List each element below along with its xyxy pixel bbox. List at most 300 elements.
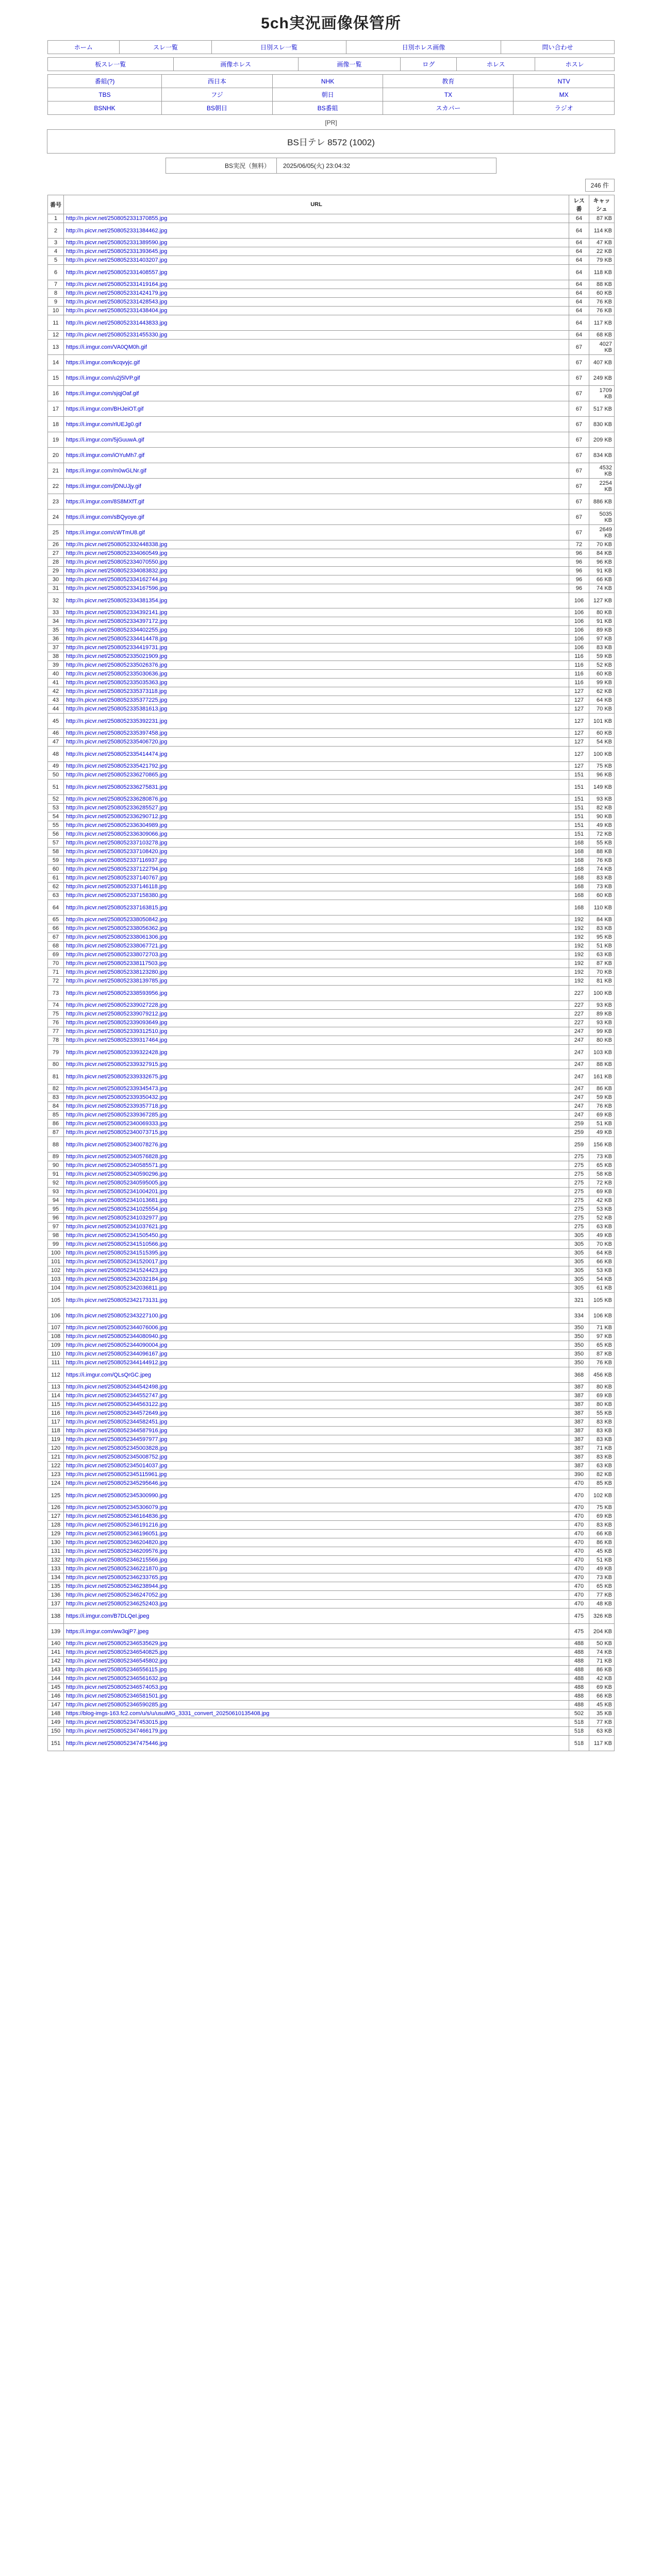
- nav-mid-item[interactable]: [48, 58, 174, 71]
- row-url-cell[interactable]: [64, 1727, 569, 1736]
- image-link[interactable]: http://n.picvr.net/2508052337108420.jpg: [66, 849, 168, 855]
- row-url-cell[interactable]: [64, 370, 569, 386]
- row-url-cell[interactable]: [64, 643, 569, 652]
- row-url-cell[interactable]: [64, 779, 569, 795]
- row-url-cell[interactable]: [64, 812, 569, 821]
- row-url-cell[interactable]: [64, 1736, 569, 1751]
- row-url-cell[interactable]: [64, 401, 569, 417]
- row-url-cell[interactable]: [64, 1161, 569, 1170]
- row-url-cell[interactable]: [64, 540, 569, 549]
- row-url-cell[interactable]: [64, 1111, 569, 1120]
- image-link[interactable]: http://n.picvr.net/2508052334419731.jpg: [66, 645, 168, 651]
- row-url-cell[interactable]: [64, 1565, 569, 1573]
- image-link[interactable]: http://n.picvr.net/2508052336270865.jpg: [66, 772, 168, 778]
- image-link[interactable]: https://i.imgur.com/ww3qjP7.jpeg: [66, 1628, 149, 1635]
- row-url-cell[interactable]: [64, 525, 569, 540]
- image-link[interactable]: https://i.imgur.com/QLsQrGC.jpeg: [66, 1371, 152, 1378]
- row-url-cell[interactable]: [64, 617, 569, 626]
- nav-contact-label[interactable]: 問い合わせ: [542, 44, 573, 51]
- row-url-cell[interactable]: [64, 821, 569, 830]
- image-link[interactable]: http://n.picvr.net/2508052334381354.jpg: [66, 597, 168, 604]
- channel-item[interactable]: [272, 75, 383, 88]
- image-link[interactable]: http://n.picvr.net/2508052345115961.jpg: [66, 1471, 167, 1478]
- channel-label[interactable]: BS朝日: [206, 105, 227, 112]
- row-url-cell[interactable]: [64, 661, 569, 670]
- row-url-cell[interactable]: [64, 977, 569, 986]
- image-link[interactable]: http://n.picvr.net/2508052337158380.jpg: [66, 892, 168, 899]
- row-url-cell[interactable]: [64, 549, 569, 558]
- row-url-cell[interactable]: [64, 1383, 569, 1392]
- image-link[interactable]: https://i.imgur.com/u2j5lVP.gif: [66, 375, 140, 381]
- image-link[interactable]: http://n.picvr.net/2508052339327915.jpg: [66, 1061, 168, 1067]
- row-url-cell[interactable]: [64, 1231, 569, 1240]
- image-link[interactable]: http://n.picvr.net/2508052339332675.jpg: [66, 1073, 168, 1080]
- row-url-cell[interactable]: [64, 968, 569, 977]
- image-link[interactable]: http://n.picvr.net/2508052334167596.jpg: [66, 585, 168, 591]
- row-url-cell[interactable]: [64, 652, 569, 661]
- image-link[interactable]: http://n.picvr.net/2508052340078276.jpg: [66, 1141, 168, 1148]
- row-url-cell[interactable]: [64, 729, 569, 738]
- image-link[interactable]: http://n.picvr.net/2508052346215566.jpg: [66, 1557, 168, 1563]
- row-url-cell[interactable]: [64, 315, 569, 331]
- channel-label[interactable]: BS番組: [317, 105, 338, 112]
- image-link[interactable]: https://i.imgur.com/5jGuuwA.gif: [66, 436, 144, 443]
- row-url-cell[interactable]: [64, 1128, 569, 1137]
- row-url-cell[interactable]: [64, 307, 569, 315]
- row-url-cell[interactable]: [64, 679, 569, 687]
- image-link[interactable]: http://n.picvr.net/2508052341013681.jpg: [66, 1197, 168, 1204]
- row-url-cell[interactable]: [64, 1359, 569, 1367]
- channel-item[interactable]: [48, 75, 162, 88]
- image-link[interactable]: http://n.picvr.net/2508052341025554.jpg: [66, 1206, 168, 1212]
- image-link[interactable]: http://n.picvr.net/2508052336280876.jpg: [66, 796, 168, 802]
- nav-thread-list[interactable]: [119, 41, 211, 54]
- row-url-cell[interactable]: [64, 1666, 569, 1674]
- image-link[interactable]: https://blog-imgs-163.fc2.com/u/s/u/usuiMG_3331_convert_20250610135408.jpg: [66, 1710, 270, 1717]
- image-link[interactable]: https://i.imgur.com/cWTmU8.gif: [66, 529, 145, 536]
- image-link[interactable]: http://n.picvr.net/2508052334392141.jpg: [66, 609, 168, 616]
- row-url-cell[interactable]: [64, 1547, 569, 1556]
- image-link[interactable]: http://n.picvr.net/2508052335397458.jpg: [66, 730, 168, 736]
- row-url-cell[interactable]: [64, 432, 569, 448]
- row-url-cell[interactable]: [64, 747, 569, 762]
- image-link[interactable]: https://i.imgur.com/sBQyoye.gif: [66, 514, 144, 520]
- image-link[interactable]: http://n.picvr.net/2508052337140767.jpg: [66, 875, 168, 881]
- channel-item[interactable]: [162, 101, 273, 115]
- channel-label[interactable]: MX: [559, 91, 569, 98]
- channel-item[interactable]: [272, 88, 383, 101]
- row-url-cell[interactable]: [64, 856, 569, 865]
- row-url-cell[interactable]: [64, 567, 569, 575]
- image-link[interactable]: http://n.picvr.net/2508052344076006.jpg: [66, 1325, 168, 1331]
- row-url-cell[interactable]: [64, 386, 569, 401]
- channel-label[interactable]: 番組(?): [94, 78, 115, 85]
- image-link[interactable]: http://n.picvr.net/2508052344587916.jpg: [66, 1428, 168, 1434]
- image-link[interactable]: http://n.picvr.net/2508052331438404.jpg: [66, 308, 168, 314]
- image-link[interactable]: http://n.picvr.net/2508052341037621.jpg: [66, 1224, 168, 1230]
- row-url-cell[interactable]: [64, 830, 569, 839]
- row-url-cell[interactable]: [64, 223, 569, 239]
- nav-mid-label[interactable]: ログ: [422, 61, 435, 68]
- row-url-cell[interactable]: [64, 1648, 569, 1657]
- image-link[interactable]: http://n.picvr.net/2508052345008752.jpg: [66, 1454, 168, 1460]
- row-url-cell[interactable]: [64, 1102, 569, 1111]
- row-url-cell[interactable]: [64, 1258, 569, 1266]
- row-url-cell[interactable]: [64, 1188, 569, 1196]
- row-url-cell[interactable]: [64, 448, 569, 463]
- row-url-cell[interactable]: [64, 959, 569, 968]
- channel-label[interactable]: NHK: [321, 77, 335, 85]
- image-link[interactable]: http://n.picvr.net/2508052344090004.jpg: [66, 1342, 168, 1348]
- nav-thread-list-label[interactable]: スレ一覧: [153, 44, 178, 51]
- row-url-cell[interactable]: [64, 891, 569, 900]
- image-link[interactable]: http://n.picvr.net/2508052337116937.jpg: [66, 857, 167, 863]
- channel-item[interactable]: [514, 101, 615, 115]
- image-link[interactable]: http://n.picvr.net/2508052344096167.jpg: [66, 1351, 168, 1357]
- image-link[interactable]: http://n.picvr.net/2508052331419164.jpg: [66, 281, 168, 287]
- image-link[interactable]: http://n.picvr.net/2508052337122794.jpg: [66, 866, 168, 872]
- row-url-cell[interactable]: [64, 696, 569, 705]
- image-link[interactable]: http://n.picvr.net/2508052346574053.jpg: [66, 1684, 168, 1690]
- channel-label[interactable]: TX: [444, 91, 453, 98]
- image-link[interactable]: http://n.picvr.net/2508052346196051.jpg: [66, 1531, 168, 1537]
- row-url-cell[interactable]: [64, 1582, 569, 1591]
- image-link[interactable]: http://n.picvr.net/2508052340595005.jpg: [66, 1180, 168, 1186]
- row-url-cell[interactable]: [64, 1453, 569, 1462]
- channel-label[interactable]: BSNHK: [94, 104, 115, 112]
- row-url-cell[interactable]: [64, 1249, 569, 1258]
- image-link[interactable]: http://n.picvr.net/2508052338072703.jpg: [66, 952, 168, 958]
- image-link[interactable]: http://n.picvr.net/2508052335381613.jpg: [66, 706, 168, 712]
- image-link[interactable]: http://n.picvr.net/2508052337103278.jpg: [66, 840, 168, 846]
- channel-item[interactable]: [514, 75, 615, 88]
- row-url-cell[interactable]: [64, 355, 569, 370]
- row-url-cell[interactable]: [64, 1573, 569, 1582]
- image-link[interactable]: http://n.picvr.net/2508052346545802.jpg: [66, 1658, 168, 1664]
- row-url-cell[interactable]: [64, 494, 569, 510]
- row-url-cell[interactable]: [64, 705, 569, 714]
- row-url-cell[interactable]: [64, 762, 569, 771]
- image-link[interactable]: http://n.picvr.net/2508052331384462.jpg: [66, 227, 168, 234]
- row-url-cell[interactable]: [64, 714, 569, 729]
- channel-item[interactable]: [383, 88, 514, 101]
- row-url-cell[interactable]: [64, 687, 569, 696]
- image-link[interactable]: http://n.picvr.net/2508052335021909.jpg: [66, 653, 168, 659]
- image-link[interactable]: http://n.picvr.net/2508052336304989.jpg: [66, 822, 168, 828]
- row-url-cell[interactable]: [64, 1196, 569, 1205]
- image-link[interactable]: http://n.picvr.net/2508052344597977.jpg: [66, 1436, 168, 1443]
- image-link[interactable]: https://i.imgur.com/m0wGLNr.gif: [66, 467, 146, 474]
- image-link[interactable]: http://n.picvr.net/2508052340585571.jpg: [66, 1162, 168, 1168]
- row-url-cell[interactable]: [64, 417, 569, 432]
- row-url-cell[interactable]: [64, 1284, 569, 1293]
- image-link[interactable]: http://n.picvr.net/2508052335406720.jpg: [66, 739, 168, 745]
- image-link[interactable]: http://n.picvr.net/2508052339367285.jpg: [66, 1112, 168, 1118]
- nav-home[interactable]: [48, 41, 120, 54]
- image-link[interactable]: http://n.picvr.net/2508052344542498.jpg: [66, 1384, 168, 1390]
- row-url-cell[interactable]: [64, 1600, 569, 1608]
- row-url-cell[interactable]: [64, 883, 569, 891]
- nav-mid-item[interactable]: [457, 58, 535, 71]
- image-link[interactable]: http://n.picvr.net/2508052346233765.jpg: [66, 1574, 168, 1581]
- image-link[interactable]: http://n.picvr.net/2508052340576828.jpg: [66, 1154, 168, 1160]
- image-link[interactable]: http://n.picvr.net/2508052338050842.jpg: [66, 917, 168, 923]
- row-url-cell[interactable]: [64, 1223, 569, 1231]
- channel-item[interactable]: [383, 101, 514, 115]
- image-link[interactable]: http://n.picvr.net/2508052335414474.jpg: [66, 751, 168, 757]
- row-url-cell[interactable]: [64, 1170, 569, 1179]
- image-link[interactable]: http://n.picvr.net/2508052334414478.jpg: [66, 636, 168, 642]
- image-link[interactable]: http://n.picvr.net/2508052331428543.jpg: [66, 299, 168, 305]
- row-url-cell[interactable]: [64, 1718, 569, 1727]
- row-url-cell[interactable]: [64, 1538, 569, 1547]
- row-url-cell[interactable]: [64, 1010, 569, 1019]
- nav-daily-threads-label[interactable]: 日別スレ一覧: [260, 44, 298, 51]
- image-link[interactable]: http://n.picvr.net/2508052345003828.jpg: [66, 1445, 168, 1451]
- channel-item[interactable]: [514, 88, 615, 101]
- row-url-cell[interactable]: [64, 593, 569, 608]
- image-link[interactable]: http://n.picvr.net/2508052338123280.jpg: [66, 969, 168, 975]
- row-url-cell[interactable]: [64, 1045, 569, 1060]
- channel-label[interactable]: ラジオ: [554, 105, 573, 112]
- image-link[interactable]: http://n.picvr.net/2508052346204820.jpg: [66, 1539, 168, 1546]
- row-url-cell[interactable]: [64, 1367, 569, 1383]
- row-url-cell[interactable]: [64, 795, 569, 804]
- row-url-cell[interactable]: [64, 280, 569, 289]
- image-link[interactable]: http://n.picvr.net/2508052346209576.jpg: [66, 1548, 168, 1554]
- row-url-cell[interactable]: [64, 265, 569, 280]
- nav-daily-images[interactable]: [346, 41, 501, 54]
- row-url-cell[interactable]: [64, 874, 569, 883]
- row-url-cell[interactable]: [64, 1308, 569, 1324]
- row-url-cell[interactable]: [64, 1674, 569, 1683]
- image-link[interactable]: http://n.picvr.net/2508052331370855.jpg: [66, 215, 168, 222]
- image-link[interactable]: http://n.picvr.net/2508052338593956.jpg: [66, 990, 168, 996]
- image-link[interactable]: http://n.picvr.net/2508052339322428.jpg: [66, 1049, 168, 1056]
- image-link[interactable]: http://n.picvr.net/2508052346540825.jpg: [66, 1649, 168, 1655]
- image-link[interactable]: http://n.picvr.net/2508052339093649.jpg: [66, 1020, 168, 1026]
- image-link[interactable]: https://i.imgur.com/B7DLQeI.jpeg: [66, 1613, 150, 1619]
- image-link[interactable]: http://n.picvr.net/2508052340069333.jpg: [66, 1121, 168, 1127]
- row-url-cell[interactable]: [64, 289, 569, 298]
- row-url-cell[interactable]: [64, 1019, 569, 1027]
- image-link[interactable]: http://n.picvr.net/2508052344080940.jpg: [66, 1333, 168, 1340]
- image-link[interactable]: https://i.imgur.com/iOYuMh7.gif: [66, 452, 145, 459]
- row-url-cell[interactable]: [64, 626, 569, 635]
- image-link[interactable]: http://n.picvr.net/2508052334070550.jpg: [66, 559, 168, 565]
- row-url-cell[interactable]: [64, 1001, 569, 1010]
- row-url-cell[interactable]: [64, 1266, 569, 1275]
- image-link[interactable]: http://n.picvr.net/2508052344572649.jpg: [66, 1410, 168, 1416]
- row-url-cell[interactable]: [64, 848, 569, 856]
- row-url-cell[interactable]: [64, 1120, 569, 1128]
- row-url-cell[interactable]: [64, 933, 569, 942]
- row-url-cell[interactable]: [64, 1060, 569, 1069]
- image-link[interactable]: http://n.picvr.net/2508052334402255.jpg: [66, 627, 168, 633]
- row-url-cell[interactable]: [64, 1275, 569, 1284]
- row-url-cell[interactable]: [64, 1179, 569, 1188]
- row-url-cell[interactable]: [64, 1036, 569, 1045]
- image-link[interactable]: http://n.picvr.net/2508052334162744.jpg: [66, 577, 168, 583]
- image-link[interactable]: http://n.picvr.net/2508052339079212.jpg: [66, 1011, 168, 1017]
- image-link[interactable]: http://n.picvr.net/2508052335035363.jpg: [66, 680, 168, 686]
- nav-mid-item[interactable]: [173, 58, 298, 71]
- image-link[interactable]: http://n.picvr.net/2508052331389590.jpg: [66, 240, 168, 246]
- image-link[interactable]: http://n.picvr.net/2508052336275831.jpg: [66, 784, 168, 790]
- image-link[interactable]: http://n.picvr.net/2508052341004201.jpg: [66, 1189, 168, 1195]
- row-url-cell[interactable]: [64, 1701, 569, 1709]
- image-link[interactable]: http://n.picvr.net/2508052341505450.jpg: [66, 1232, 168, 1239]
- nav-mid-item[interactable]: [298, 58, 401, 71]
- image-link[interactable]: http://n.picvr.net/2508052331424179.jpg: [66, 290, 168, 296]
- image-link[interactable]: https://i.imgur.com/sjqjOaf.gif: [66, 390, 139, 397]
- image-link[interactable]: http://n.picvr.net/2508052339317464.jpg: [66, 1037, 168, 1043]
- row-url-cell[interactable]: [64, 1462, 569, 1470]
- channel-label[interactable]: 教育: [442, 78, 455, 85]
- row-url-cell[interactable]: [64, 1683, 569, 1692]
- channel-label[interactable]: フジ: [211, 91, 223, 98]
- image-link[interactable]: http://n.picvr.net/2508052346221870.jpg: [66, 1566, 168, 1572]
- nav-contact[interactable]: [501, 41, 614, 54]
- row-url-cell[interactable]: [64, 1400, 569, 1409]
- row-url-cell[interactable]: [64, 298, 569, 307]
- row-url-cell[interactable]: [64, 558, 569, 567]
- row-url-cell[interactable]: [64, 256, 569, 265]
- row-url-cell[interactable]: [64, 1332, 569, 1341]
- row-url-cell[interactable]: [64, 1479, 569, 1488]
- row-url-cell[interactable]: [64, 1214, 569, 1223]
- row-url-cell[interactable]: [64, 1240, 569, 1249]
- image-link[interactable]: http://n.picvr.net/2508052339312510.jpg: [66, 1028, 168, 1035]
- nav-daily-images-label[interactable]: 日別ホレス画像: [402, 44, 445, 51]
- image-link[interactable]: https://i.imgur.com/jDNUJjy.gif: [66, 483, 141, 489]
- row-url-cell[interactable]: [64, 839, 569, 848]
- image-link[interactable]: http://n.picvr.net/2508052338139785.jpg: [66, 978, 168, 984]
- image-link[interactable]: http://n.picvr.net/2508052336290712.jpg: [66, 814, 168, 820]
- row-url-cell[interactable]: [64, 1418, 569, 1427]
- row-url-cell[interactable]: [64, 247, 569, 256]
- channel-label[interactable]: TBS: [98, 91, 111, 98]
- row-url-cell[interactable]: [64, 804, 569, 812]
- nav-mid-label[interactable]: 画像ホレス: [220, 61, 251, 68]
- image-link[interactable]: http://n.picvr.net/2508052342032184.jpg: [66, 1276, 168, 1282]
- image-link[interactable]: http://n.picvr.net/2508052332448338.jpg: [66, 541, 168, 548]
- row-url-cell[interactable]: [64, 900, 569, 916]
- nav-home-label[interactable]: ホーム: [74, 44, 93, 51]
- image-link[interactable]: http://n.picvr.net/2508052347475446.jpg: [66, 1740, 168, 1747]
- image-link[interactable]: http://n.picvr.net/2508052335377225.jpg: [66, 697, 168, 703]
- image-link[interactable]: http://n.picvr.net/2508052345014037.jpg: [66, 1463, 168, 1469]
- channel-item[interactable]: [48, 101, 162, 115]
- row-url-cell[interactable]: [64, 771, 569, 779]
- row-url-cell[interactable]: [64, 510, 569, 525]
- image-link[interactable]: http://n.picvr.net/2508052341524423.jpg: [66, 1267, 168, 1274]
- image-link[interactable]: http://n.picvr.net/2508052346164836.jpg: [66, 1513, 168, 1519]
- row-url-cell[interactable]: [64, 1084, 569, 1093]
- row-url-cell[interactable]: [64, 635, 569, 643]
- image-link[interactable]: http://n.picvr.net/2508052344563122.jpg: [66, 1401, 168, 1408]
- image-link[interactable]: http://n.picvr.net/2508052336309066.jpg: [66, 831, 168, 837]
- image-link[interactable]: http://n.picvr.net/2508052342036811.jpg: [66, 1285, 167, 1291]
- row-url-cell[interactable]: [64, 1591, 569, 1600]
- image-link[interactable]: http://n.picvr.net/2508052346581501.jpg: [66, 1693, 168, 1699]
- row-url-cell[interactable]: [64, 1427, 569, 1435]
- image-link[interactable]: http://n.picvr.net/2508052346561632.jpg: [66, 1675, 168, 1682]
- row-url-cell[interactable]: [64, 1470, 569, 1479]
- image-link[interactable]: https://i.imgur.com/8S8MXfT.gif: [66, 498, 144, 505]
- image-link[interactable]: http://n.picvr.net/2508052345295646.jpg: [66, 1480, 168, 1486]
- image-link[interactable]: http://n.picvr.net/2508052341520017.jpg: [66, 1259, 168, 1265]
- nav-mid-item[interactable]: [401, 58, 457, 71]
- row-url-cell[interactable]: [64, 1530, 569, 1538]
- image-link[interactable]: http://n.picvr.net/2508052340073715.jpg: [66, 1129, 168, 1136]
- image-link[interactable]: http://n.picvr.net/2508052344144912.jpg: [66, 1360, 168, 1366]
- image-link[interactable]: http://n.picvr.net/2508052346191216.jpg: [66, 1522, 168, 1528]
- image-link[interactable]: http://n.picvr.net/2508052347466179.jpg: [66, 1728, 168, 1734]
- image-link[interactable]: http://n.picvr.net/2508052338056362.jpg: [66, 925, 168, 931]
- row-url-cell[interactable]: [64, 584, 569, 593]
- row-url-cell[interactable]: [64, 1350, 569, 1359]
- row-url-cell[interactable]: [64, 924, 569, 933]
- image-link[interactable]: http://n.picvr.net/2508052335392231.jpg: [66, 718, 168, 724]
- image-link[interactable]: http://n.picvr.net/2508052341515395.jpg: [66, 1250, 168, 1256]
- row-url-cell[interactable]: [64, 1709, 569, 1718]
- row-url-cell[interactable]: [64, 1137, 569, 1153]
- image-link[interactable]: https://i.imgur.com/kcqvyjc.gif: [66, 359, 140, 366]
- channel-label[interactable]: 朝日: [321, 91, 334, 98]
- image-link[interactable]: http://n.picvr.net/2508052335030636.jpg: [66, 671, 168, 677]
- row-url-cell[interactable]: [64, 1069, 569, 1084]
- image-link[interactable]: https://i.imgur.com/rlUEJg0.gif: [66, 421, 142, 428]
- nav-mid-label[interactable]: 画像一覧: [337, 61, 362, 68]
- row-url-cell[interactable]: [64, 1409, 569, 1418]
- nav-mid-item[interactable]: [535, 58, 615, 71]
- row-url-cell[interactable]: [64, 1488, 569, 1503]
- row-url-cell[interactable]: [64, 575, 569, 584]
- image-link[interactable]: http://n.picvr.net/2508052338067721.jpg: [66, 943, 168, 949]
- row-url-cell[interactable]: [64, 1444, 569, 1453]
- image-link[interactable]: http://n.picvr.net/2508052335421792.jpg: [66, 763, 168, 769]
- row-url-cell[interactable]: [64, 916, 569, 924]
- row-url-cell[interactable]: [64, 1324, 569, 1332]
- image-link[interactable]: http://n.picvr.net/2508052331403207.jpg: [66, 257, 168, 263]
- row-url-cell[interactable]: [64, 951, 569, 959]
- image-link[interactable]: http://n.picvr.net/2508052331443833.jpg: [66, 319, 168, 326]
- image-link[interactable]: http://n.picvr.net/2508052346238944.jpg: [66, 1583, 168, 1589]
- channel-item[interactable]: [162, 75, 273, 88]
- row-url-cell[interactable]: [64, 608, 569, 617]
- row-url-cell[interactable]: [64, 239, 569, 247]
- row-url-cell[interactable]: [64, 1657, 569, 1666]
- image-link[interactable]: http://n.picvr.net/2508052344582451.jpg: [66, 1419, 168, 1425]
- row-url-cell[interactable]: [64, 1392, 569, 1400]
- row-url-cell[interactable]: [64, 331, 569, 340]
- row-url-cell[interactable]: [64, 1624, 569, 1639]
- image-link[interactable]: http://n.picvr.net/2508052346535629.jpg: [66, 1640, 168, 1647]
- row-url-cell[interactable]: [64, 214, 569, 223]
- image-link[interactable]: http://n.picvr.net/2508052339350432.jpg: [66, 1094, 168, 1100]
- row-url-cell[interactable]: [64, 1692, 569, 1701]
- image-link[interactable]: http://n.picvr.net/2508052345306079.jpg: [66, 1504, 168, 1511]
- row-url-cell[interactable]: [64, 1556, 569, 1565]
- image-link[interactable]: https://i.imgur.com/VA0QM0h.gif: [66, 344, 147, 350]
- image-link[interactable]: http://n.picvr.net/2508052340590296.jpg: [66, 1171, 168, 1177]
- image-link[interactable]: https://i.imgur.com/BHJeiOT.gif: [66, 405, 144, 412]
- row-url-cell[interactable]: [64, 1435, 569, 1444]
- channel-item[interactable]: [272, 101, 383, 115]
- channel-item[interactable]: [48, 88, 162, 101]
- row-url-cell[interactable]: [64, 1503, 569, 1512]
